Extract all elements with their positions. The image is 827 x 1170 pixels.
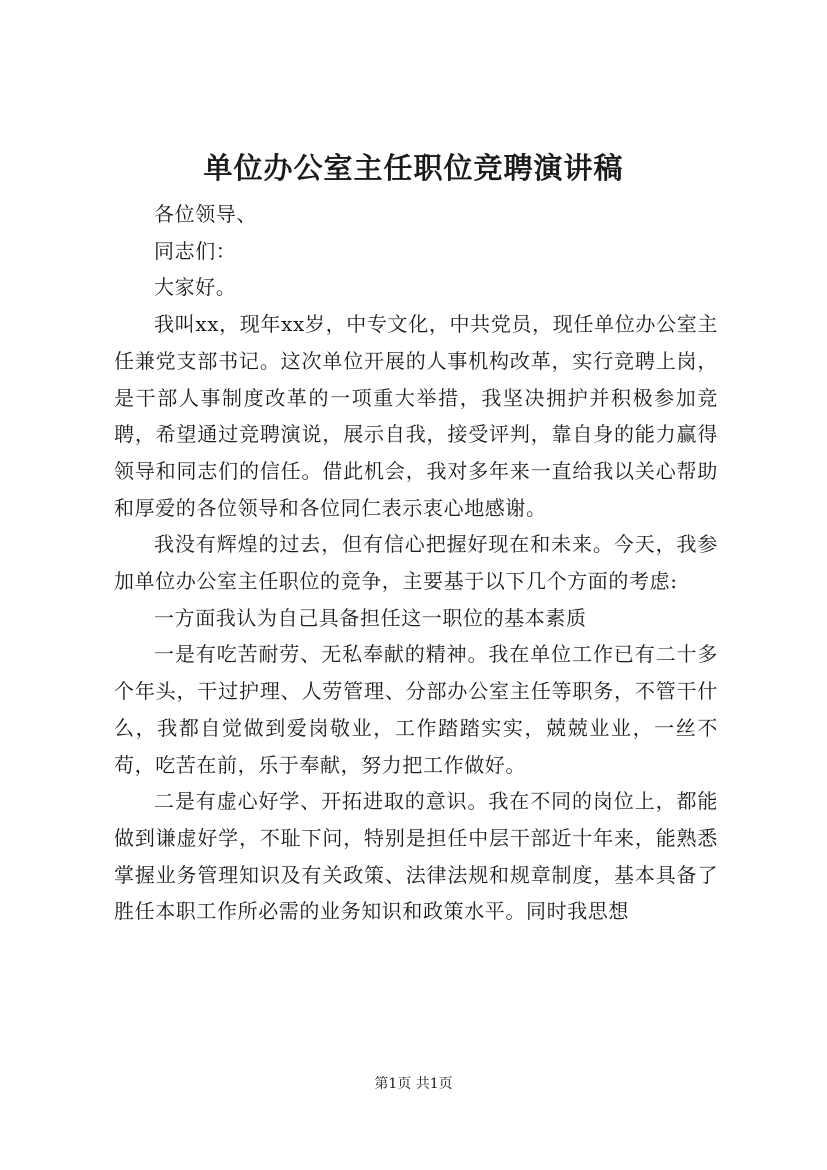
greeting: 大家好。 [154,275,237,300]
paragraph-point-one: 一是有吃苦耐劳、无私奉献的精神。我在单位工作已有二十多个年头，干过护理、人劳管理、分部办公室主任等职务，不管干什么，我都自觉做到爱岗敬业，工作踏踏实实，兢兢业业，一丝不苟，吃苦在前，乐于奉献，努力把工作做好。 [114,642,718,777]
salutation-comrades: 同志们： [154,238,237,263]
salutation-leaders: 各位领导、 [154,202,257,226]
paragraph-introduction: 我叫xx，现年xx岁，中专文化，中共党员，现任单位办公室主任兼党支部书记。这次单位开展的人事机构改革，实行竞聘上岗，是干部人事制度改革的一项重大举措，我坚决拥护并积极参加竞聘，希望通过竞聘演说，展示自我，接受评判，靠自身的能力赢得领导和同志们的信任。借此机会，我对多年来一直给我以关心帮助和厚爱的各位领导和各位同仁表示衷心地感谢。 [114,312,718,520]
paragraph-point-two: 二是有虚心好学、开拓进取的意识。我在不同的岗位上，都能做到谦虚好学，不耻下问，特别是担任中层干部近十年来，能熟悉掌握业务管理知识及有关政策、法律法规和规章制度，基本具备了胜任本职工作所必需的业务知识和政策水平。同时我思想 [114,789,718,924]
document-body [114,196,718,930]
document-title: 单位办公室主任职位竞聘演讲稿 [203,151,624,185]
page-number-footer: 第1页 共1页 [374,1076,453,1092]
paragraph-reasons: 我没有辉煌的过去，但有信心把握好现在和未来。今天，我参加单位办公室主任职位的竞争，主要基于以下几个方面的考虑: [114,532,718,594]
paragraph-section-heading: 一方面我认为自己具备担任这一职位的基本素质 [154,605,587,630]
